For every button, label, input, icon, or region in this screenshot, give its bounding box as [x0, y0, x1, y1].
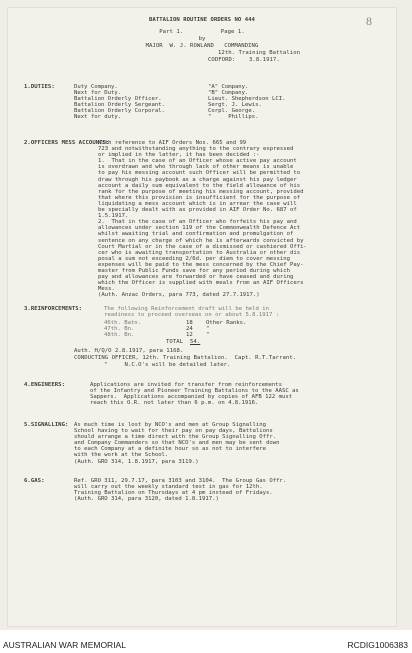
draft-count: 18: [186, 320, 193, 326]
draft-count: 12: [186, 332, 193, 339]
draft-note: ": [206, 326, 210, 333]
order-text-line: reach this O.R. not later than 6 p.m. on 4.8.1916.: [90, 400, 259, 407]
draft-unit: 48th. Bn.: [104, 332, 135, 339]
order-text-line: to each Company at a definite hour so as not to interfere: [74, 446, 266, 453]
gas-body: [74, 478, 286, 502]
order-text-line: 1. That in the case of an Officer whose active pay account: [98, 158, 297, 165]
reinforcements-units: [104, 320, 141, 338]
order-text-line: which the Officer is supplied with meals from an AIF Officers: [98, 280, 304, 287]
engineers-body: [90, 382, 299, 406]
order-sheet: [8, 8, 396, 626]
order-text-line: (Auth. GRO 314, 1.8.1917, para 3119.): [74, 458, 199, 465]
reinforcements-auth: Auth. H/Q/O 2.8.1917, para 1168.: [74, 348, 184, 354]
archive-footer: [0, 630, 412, 653]
reinforcements-notes: [206, 320, 246, 338]
order-text-line: will carry out the weekly standard test in gas for 12th.: [74, 484, 263, 491]
document-title: BATTALION ROUTINE ORDERS NO 444: [149, 17, 255, 23]
officers-mess-heading: 2.OFFICERS MESS ACCOUNTS:: [24, 140, 110, 146]
duties-values: [208, 84, 285, 121]
order-text-line: account a daily sum equivalent to the field allowance of his: [98, 182, 301, 189]
order-text-line: Training Battalion on Thursdays at 4 pm instead of Fridays.: [74, 490, 273, 497]
duty-assignee: " Phillips.: [208, 114, 259, 121]
order-text-line: As much time is lost by NCO's and men at Group Signalling: [74, 422, 266, 428]
draft-unit: 46th. Batn.: [104, 320, 142, 326]
order-text-line: with the work at the School.: [74, 452, 169, 459]
part-page: Part 1. Page 1.: [159, 29, 245, 35]
engineers-heading: 4.ENGINEERS:: [24, 382, 66, 388]
duty-role: Duty Company.: [74, 84, 118, 90]
duty-role: Next for Duty.: [74, 90, 122, 97]
order-text-line: sentence on any charge of which he is afterwards convicted by: [98, 237, 304, 244]
draft-unit: 47th. Bn.: [104, 326, 135, 333]
duty-role: Battalion Orderly Corporal.: [74, 108, 165, 115]
order-text-line: draw through his paybook as a charge against his pay ledger: [98, 176, 297, 183]
order-text-line: whilst awaiting trial and confirmation and promulgation of: [98, 231, 294, 238]
duty-assignee: Corpl. George.: [208, 108, 256, 115]
archive-name: AUSTRALIAN WAR MEMORIAL: [3, 640, 126, 650]
location-date: CODFORD: 3.8.1917.: [208, 57, 280, 63]
order-text-line: 1.5.1917.: [98, 213, 129, 220]
order-text-line: of the Infantry and Pioneer Training Battalions to the AASC as: [90, 388, 299, 395]
signalling-body: [74, 422, 279, 465]
order-text-line: and Company Commanders so that NCO's and men may be sent down: [74, 440, 280, 447]
draft-count: 24: [186, 326, 193, 333]
order-text-line: that where this provision is insufficient for the purpose of: [98, 194, 301, 201]
order-text-line: Ref. GRO 311, 29.7.17, para 3103 and 3104. The Group Gas Offr.: [74, 478, 287, 484]
order-text-line: allowances under section 119 of the Commonwealth Defence Act: [98, 225, 301, 232]
order-text-line: School having to wait for their pay on pay days, Battalions: [74, 428, 273, 435]
conducting-ncos: " N.C.O's will be detailed later.: [104, 362, 231, 368]
gas-heading: 6.GAS:: [24, 478, 45, 484]
duty-assignee: "A" Company.: [208, 84, 249, 90]
order-text-line: Sappers. Applications accompanied by copies of AFB 122 must: [90, 394, 293, 401]
order-text-line: 2. That in the case of an Officer who forfeits his pay and: [98, 219, 297, 226]
page-number: 8: [366, 14, 372, 28]
order-text-line: or implied in the latter, it has been decided :-: [98, 152, 260, 159]
order-text-line: pay and allowances are forwarded or have ceased and during: [98, 274, 294, 281]
order-text-line: Mess.: [98, 286, 115, 293]
order-text-line: should arrange a time direct with the Group Signalling Offr.: [74, 434, 277, 441]
order-text-line: 723 and notwithstanding anything to the contrary expressed: [98, 146, 294, 153]
duty-assignee: Lieut. Shepherdson LCI.: [208, 96, 286, 103]
unit-name: 12th. Training Battalion: [218, 50, 301, 56]
order-text-line: cer who is awaiting transportation to Australia or other dis: [98, 249, 301, 256]
draft-note: ": [206, 332, 210, 339]
order-text-line: liquidating a mess account which is in arrear the case will: [98, 200, 297, 207]
order-text-line: expenses will be paid to the mess concerned by the Chief Pay-: [98, 261, 304, 268]
draft-note: Other Ranks.: [206, 320, 247, 326]
officers-mess-body: [98, 140, 307, 298]
duty-role: Battalion Orderly Officer.: [74, 96, 162, 103]
order-text-line: posal a sum not exceeding 2/6d. per diem to cover messing: [98, 255, 290, 262]
duty-assignee: "B" Company.: [208, 90, 249, 97]
order-text-line: The following Reinforcement draft will be held in: [104, 306, 270, 312]
order-text-line: Court Martial or in the case of a dismissed or cashiered Offi-: [98, 243, 307, 250]
duty-role: Next for duty.: [74, 114, 122, 121]
reinforcements-total-label: TOTAL: [166, 339, 184, 345]
conducting-officer: CONDUCTING OFFICER, 12th. Training Battalion. Capt. R.T.Tarrant.: [74, 355, 297, 361]
duties-roles: [74, 84, 165, 121]
order-text-line: (Auth. GRO 314, para 3120, dated 1.8.1917.): [74, 496, 219, 503]
order-text-line: master from Public Funds save for any period during which: [98, 267, 290, 274]
order-text-line: (Auth. Anzac Orders, para 773, dated 27.7.1917.): [98, 292, 260, 299]
order-text-line: to pay his messing account such Officer will be permitted to: [98, 170, 301, 177]
duty-role: Battalion Orderly Sergeant.: [74, 102, 165, 109]
duties-heading: 1.DUTIES:: [24, 84, 55, 90]
reinforcements-heading: 3.REINFORCEMENTS:: [24, 306, 83, 312]
by-line: by: [198, 36, 206, 42]
reinforcements-counts: [186, 320, 193, 338]
order-text-line: With reference to AIF Orders Nos. 665 and 99: [98, 140, 247, 146]
commander: MAJOR W. J. ROWLAND COMMANDING: [145, 43, 259, 49]
order-text-line: Applications are invited for transfer from reinforcements: [90, 382, 282, 388]
order-text-line: rank for the purpose of meeting his messing account, provided: [98, 188, 304, 195]
reinforcements-total: 54.: [190, 339, 201, 345]
order-text-line: is overdrawn and who through lack of other means is unable: [98, 164, 294, 171]
order-text-line: readiness to proceed overseas on or about 5.8.1917 :: [104, 312, 280, 319]
order-text-line: be specially dealt with as provided in AIF Order No. 687 of: [98, 207, 297, 214]
reinforcements-intro: [104, 306, 279, 318]
signalling-heading: 5.SIGNALLING:: [24, 422, 69, 428]
duty-assignee: Sergt. J. Lewis.: [208, 102, 262, 109]
archive-reference: RCDIG1006383: [347, 640, 408, 650]
